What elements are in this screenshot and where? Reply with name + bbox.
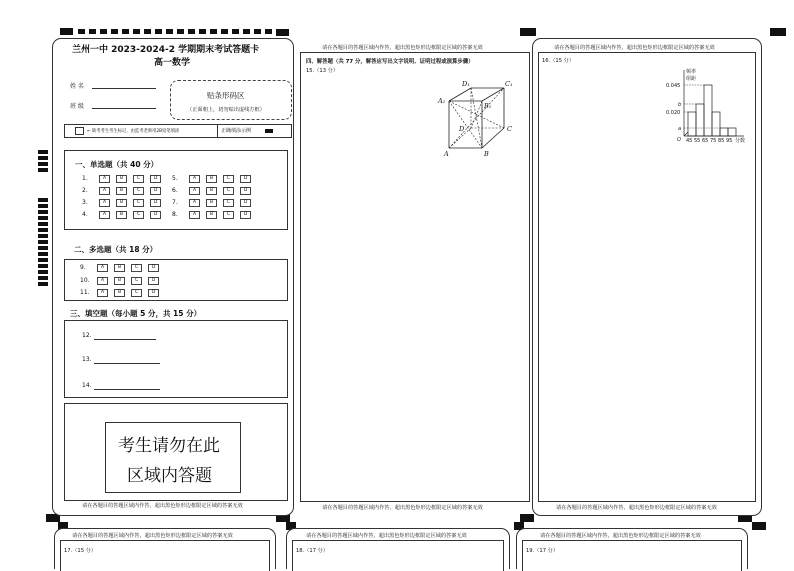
option-a[interactable]: A: [189, 175, 200, 183]
xlabel: 分数: [735, 138, 746, 144]
answer-area-q19[interactable]: [522, 540, 742, 571]
choice-row-1: 1. A B C D: [82, 174, 167, 183]
class-label: 班 级: [70, 103, 84, 110]
option-c[interactable]: C: [133, 199, 144, 207]
absent-row: [64, 124, 292, 138]
vertex-label-d: D: [459, 125, 465, 133]
blank-14-label: 14.: [82, 382, 92, 389]
barcode-title: 贴条形码区: [207, 91, 245, 100]
fill-blank-section: [64, 320, 288, 398]
option-d[interactable]: D: [148, 277, 159, 285]
histogram-q16: [666, 66, 762, 148]
choice-row-7: 7. A B C D: [172, 198, 257, 207]
no-answer-box: [105, 422, 241, 493]
choice-row-11: 11. A B C D: [80, 288, 165, 297]
single-choice-title: 一、单选题（共 40 分）: [75, 160, 159, 169]
option-a[interactable]: A: [99, 199, 110, 207]
option-a[interactable]: A: [189, 199, 200, 207]
bar: [696, 104, 704, 136]
choice-row-2: 2. A B C D: [82, 186, 167, 195]
x-tick-55: 55: [694, 138, 701, 144]
option-c[interactable]: C: [131, 277, 142, 285]
q15-label: 15.（13 分）: [306, 68, 339, 74]
warning-q19: 请在各题目的答题区域内作答，超出黑色矩形边框限定区域的答案无效: [540, 533, 701, 539]
option-a[interactable]: A: [99, 187, 110, 195]
option-d[interactable]: D: [148, 289, 159, 297]
option-c[interactable]: C: [133, 211, 144, 219]
option-d[interactable]: D: [150, 211, 161, 219]
option-b[interactable]: B: [206, 211, 217, 219]
choice-row-9: 9. A B C D: [80, 263, 165, 272]
name-field[interactable]: [92, 88, 156, 89]
option-a[interactable]: A: [99, 175, 110, 183]
origin-label: O: [677, 137, 681, 143]
bar: [688, 112, 696, 136]
x-tick-95: 95: [726, 138, 733, 144]
option-d[interactable]: D: [240, 211, 251, 219]
warning-panel1-bottom: 请在各题目的答题区域内作答，超出黑色矩形边框限定区域的答案无效: [82, 503, 243, 509]
q19-label: 19.（17 分）: [526, 548, 559, 554]
option-d[interactable]: D: [150, 175, 161, 183]
x-tick-45: 45: [686, 138, 693, 144]
vertex-label-b1: B₁: [484, 102, 492, 110]
option-b[interactable]: B: [116, 187, 127, 195]
option-a[interactable]: A: [97, 264, 108, 272]
blank-12-label: 12.: [82, 332, 92, 339]
option-c[interactable]: C: [223, 211, 234, 219]
name-label: 姓 名: [70, 83, 84, 90]
option-d[interactable]: D: [150, 187, 161, 195]
class-field[interactable]: [92, 108, 156, 109]
blank-13-label: 13.: [82, 356, 92, 363]
edge: [449, 88, 471, 101]
choice-row-4: 4. A B C D: [82, 210, 167, 219]
y-tick-b: b: [678, 102, 682, 108]
no-answer-line2: 区域内答题: [127, 466, 212, 486]
vertex-label-a: A: [444, 150, 449, 158]
option-b[interactable]: B: [116, 175, 127, 183]
blank-12-field[interactable]: [94, 339, 156, 340]
option-c[interactable]: C: [223, 187, 234, 195]
absent-checkbox[interactable]: [75, 127, 84, 135]
blank-14-field[interactable]: [94, 389, 160, 390]
x-tick-65: 65: [702, 138, 709, 144]
option-b[interactable]: B: [114, 289, 125, 297]
axis-break: [684, 132, 688, 136]
diagonal: [449, 101, 482, 148]
page-title: 兰州一中 2023-2024-2 学期期末考试答题卡: [72, 45, 260, 55]
choice-row-6: 6. A B C D: [172, 186, 257, 195]
option-b[interactable]: B: [114, 277, 125, 285]
option-a[interactable]: A: [99, 211, 110, 219]
barcode-area: [170, 80, 292, 120]
option-a[interactable]: A: [189, 187, 200, 195]
q18-label: 18.（17 分）: [296, 548, 329, 554]
choice-row-5: 5. A B C D: [172, 174, 257, 183]
option-d[interactable]: D: [150, 199, 161, 207]
warning-panel2-top: 请在各题目的答题区域内作答，超出黑色矩形边框限定区域的答案无效: [322, 45, 483, 51]
option-d[interactable]: D: [240, 187, 251, 195]
multi-choice-title: 二、多选题（共 18 分）: [74, 245, 158, 254]
fill-blank-title: 三、填空题（每小题 5 分，共 15 分）: [70, 309, 202, 318]
vertex-label-b: B: [484, 150, 489, 158]
choice-row-8: 8. A B C D: [172, 210, 257, 219]
option-b[interactable]: B: [206, 175, 217, 183]
page-subtitle: 高一数学: [154, 58, 191, 68]
section4-title: 四、解答题（共 77 分，解答应写出文字说明、证明过程或演算步骤）: [306, 59, 474, 65]
option-c[interactable]: C: [131, 289, 142, 297]
option-d[interactable]: D: [240, 199, 251, 207]
q16-label: 16.（15 分）: [542, 58, 575, 64]
option-a[interactable]: A: [97, 289, 108, 297]
warning-panel3-top: 请在各题目的答题区域内作答，超出黑色矩形边框限定区域的答案无效: [554, 45, 715, 51]
q17-label: 17.（15 分）: [64, 548, 97, 554]
no-answer-line1: 考生请勿在此: [118, 436, 220, 456]
cube-diagram: [438, 78, 520, 158]
option-b[interactable]: B: [206, 187, 217, 195]
option-d[interactable]: D: [148, 264, 159, 272]
y-tick-a: a: [678, 126, 682, 132]
x-tick-85: 85: [718, 138, 725, 144]
answer-area-q18[interactable]: [292, 540, 504, 571]
option-a[interactable]: A: [97, 277, 108, 285]
warning-q17: 请在各题目的答题区域内作答，超出黑色矩形边框限定区域的答案无效: [72, 533, 233, 539]
y-tick-0020: 0.020: [666, 110, 681, 116]
option-b[interactable]: B: [116, 211, 127, 219]
x-tick-75: 75: [710, 138, 717, 144]
option-c[interactable]: C: [223, 199, 234, 207]
bar: [720, 128, 728, 136]
choice-row-10: 10. A B C D: [80, 276, 165, 285]
edge: [482, 88, 504, 101]
choice-row-3: 3. A B C D: [82, 198, 167, 207]
edge: [482, 128, 504, 148]
vertex-label-d1: D₁: [462, 80, 470, 88]
option-b[interactable]: B: [116, 199, 127, 207]
bar: [712, 112, 720, 136]
vertex-label-c: C: [507, 125, 512, 133]
fill-example-label: 正确填涂示例: [221, 128, 252, 134]
option-a[interactable]: A: [189, 211, 200, 219]
fill-example-mark: [265, 129, 273, 133]
answer-area-q17[interactable]: [60, 540, 270, 571]
absent-note: ← 缺考考生考生标记，由监考老师用2B铅笔填涂: [87, 128, 180, 134]
y-tick-0045: 0.045: [666, 83, 681, 89]
diagonal: [471, 88, 482, 148]
barcode-note: （正面朝上，切勿贴出虚线方框）: [187, 107, 265, 113]
diagonal: [449, 88, 504, 148]
bar: [704, 85, 712, 136]
ylabel-line2: 组距: [686, 76, 697, 82]
vertex-label-c1: C₁: [505, 80, 513, 88]
option-c[interactable]: C: [131, 264, 142, 272]
warning-panel2-bottom: 请在各题目的答题区域内作答，超出黑色矩形边框限定区域的答案无效: [322, 505, 483, 511]
option-b[interactable]: B: [114, 264, 125, 272]
bar: [728, 128, 736, 136]
warning-q18: 请在各题目的答题区域内作答，超出黑色矩形边框限定区域的答案无效: [306, 533, 467, 539]
warning-panel3-bottom: 请在各题目的答题区域内作答，超出黑色矩形边框限定区域的答案无效: [556, 505, 717, 511]
option-c[interactable]: C: [133, 187, 144, 195]
blank-13-field[interactable]: [94, 363, 160, 364]
option-c[interactable]: C: [133, 175, 144, 183]
option-d[interactable]: D: [240, 175, 251, 183]
vertex-label-a1: A₁: [438, 97, 446, 105]
diagonal: [471, 101, 482, 128]
ylabel-line1: 频率: [686, 69, 697, 75]
option-c[interactable]: C: [223, 175, 234, 183]
option-b[interactable]: B: [206, 199, 217, 207]
